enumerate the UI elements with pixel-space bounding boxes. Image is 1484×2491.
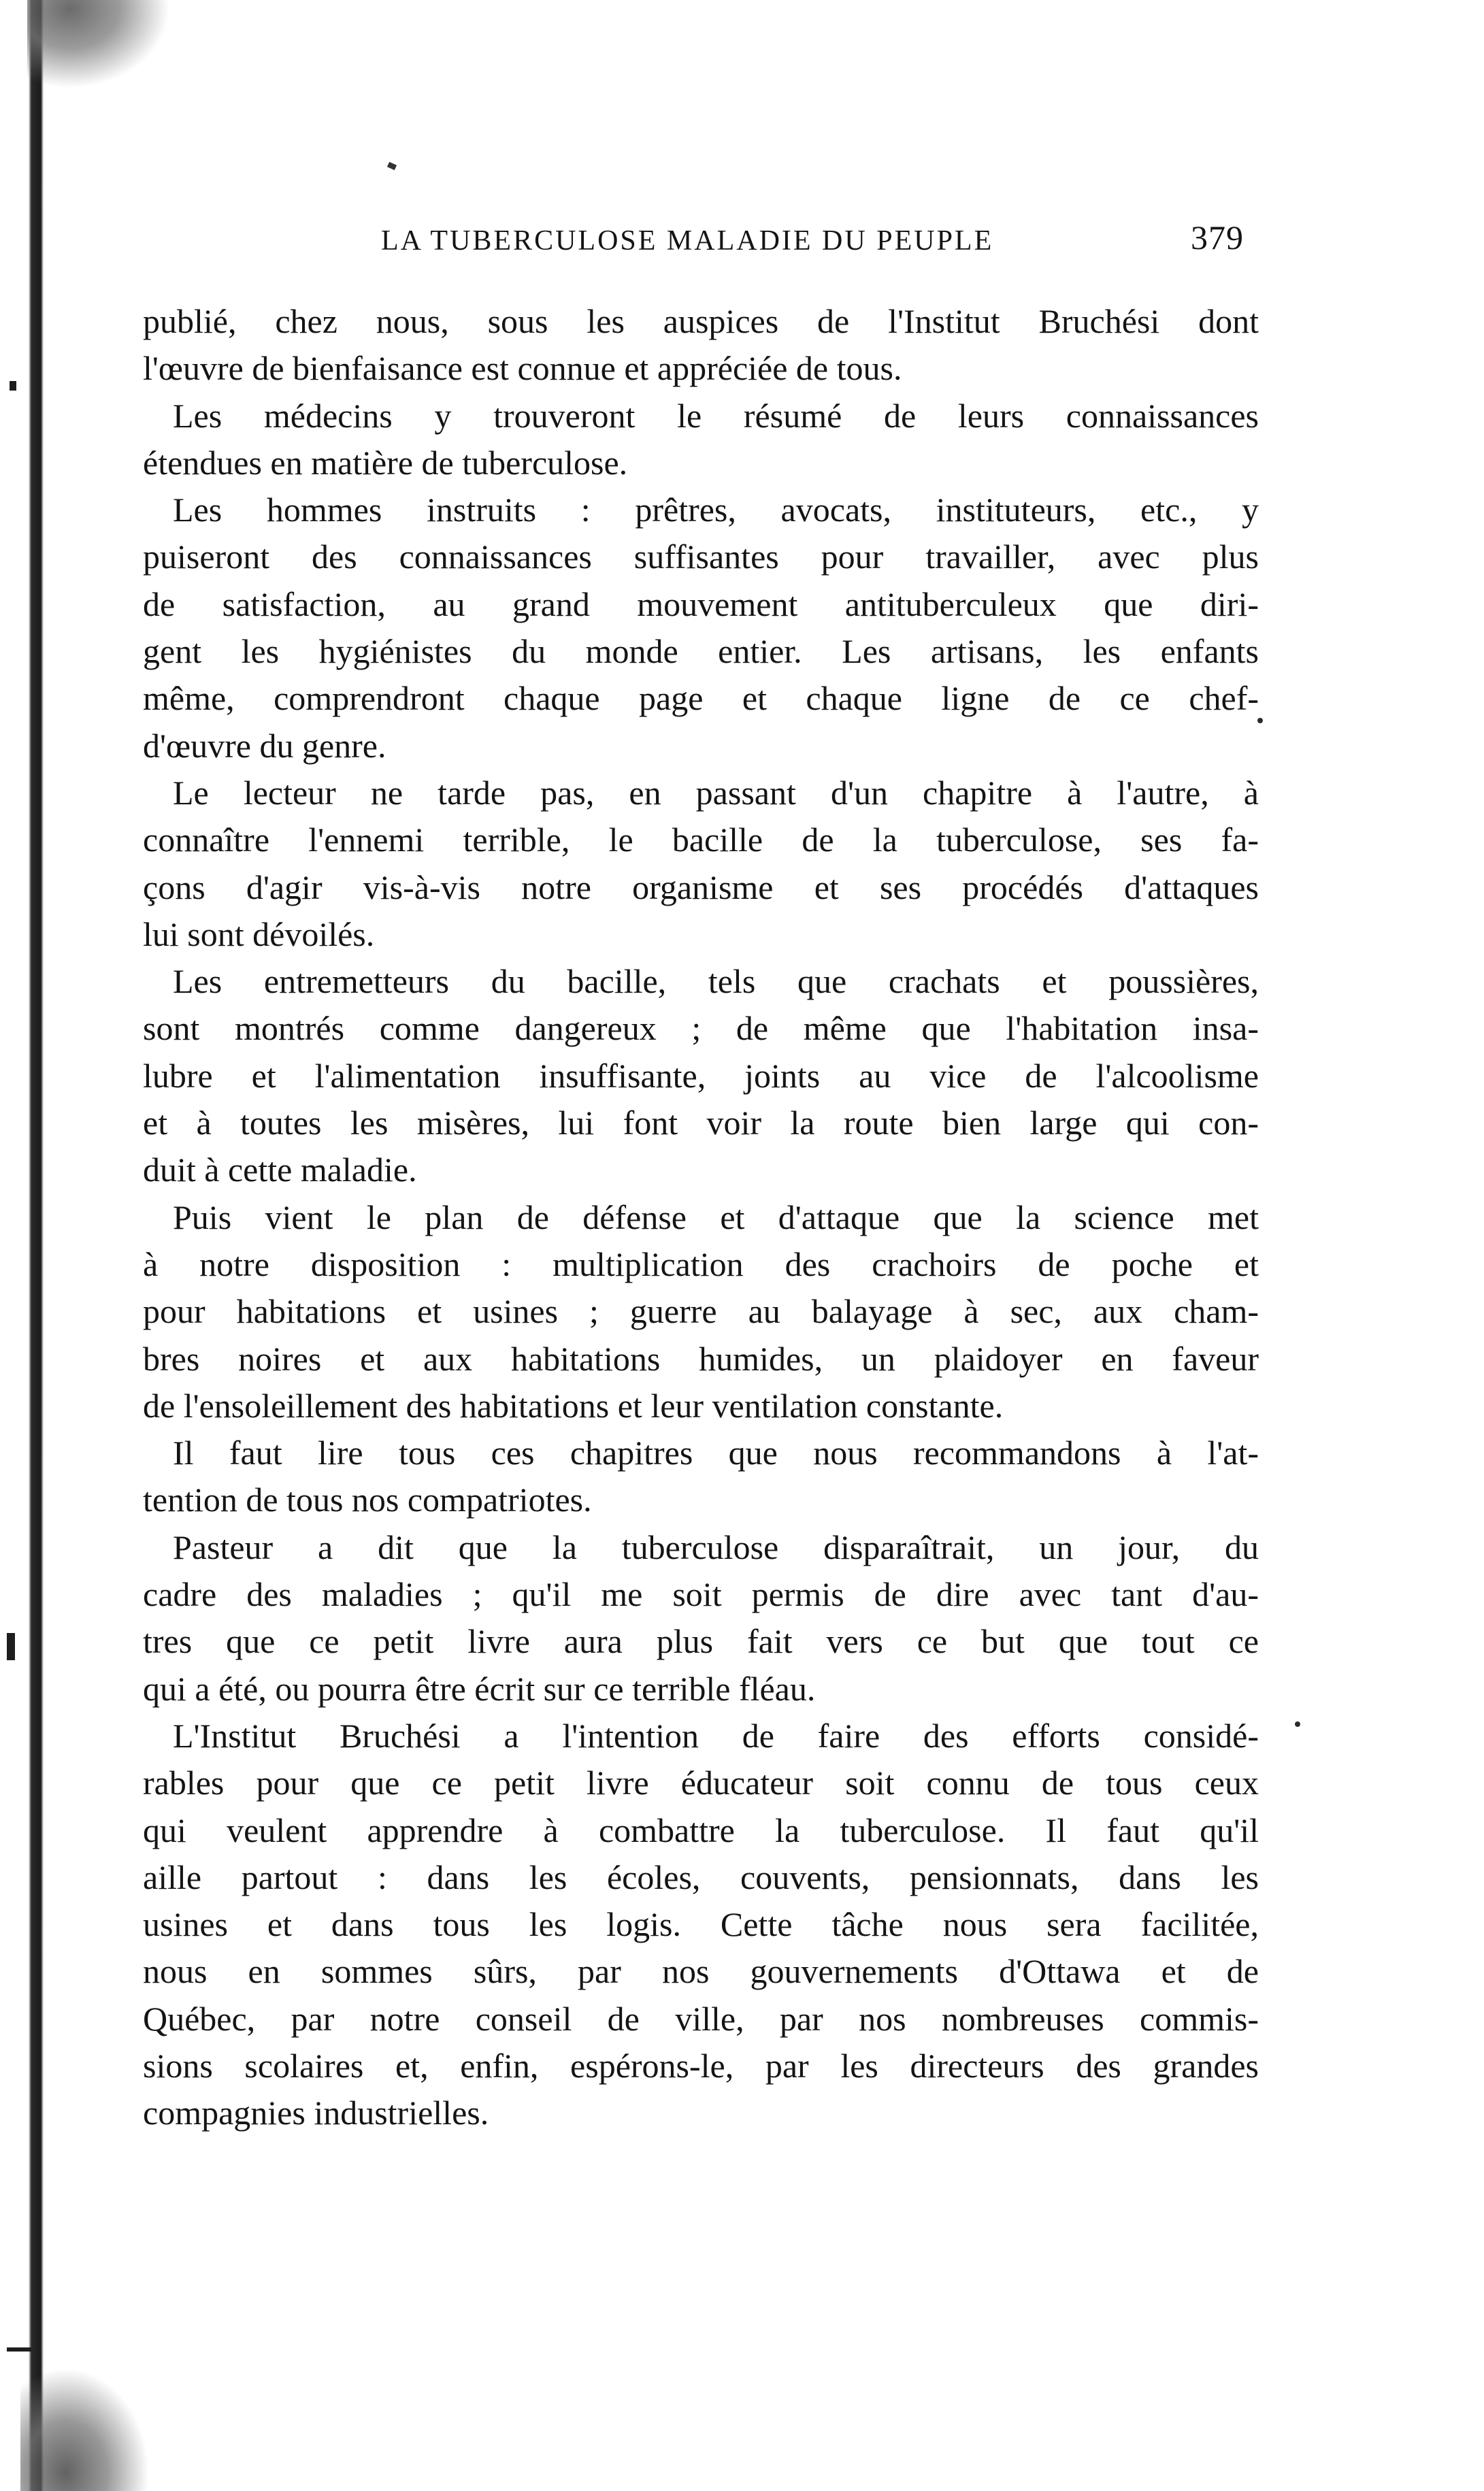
- text-line: Il faut lire tous ces chapitres que nous recommandons à l'at-: [173, 1434, 1259, 1472]
- gutter-mark: [37, 1456, 41, 1483]
- text-line: de l'ensoleillement des habitations et leur ventilation constante.: [143, 1386, 1004, 1425]
- text-line: à notre disposition : multiplication des crachoirs de poche et: [143, 1244, 1259, 1283]
- text-line: sont montrés comme dangereux ; de même que l'habitation insa-: [143, 1009, 1259, 1048]
- text-line: Pasteur a dit que la tuberculose disparaîtrait, un jour, du: [173, 1528, 1259, 1566]
- text-line: Québec, par notre conseil de ville, par nos nombreuses commis-: [143, 1999, 1259, 2038]
- text-line: rables pour que ce petit livre éducateur soit connu de tous ceux: [143, 1764, 1259, 1802]
- running-head: LA TUBERCULOSE MALADIE DU PEUPLE: [381, 225, 994, 257]
- text-line: et à toutes les misères, lui font voir la route bien large qui con-: [143, 1104, 1259, 1142]
- text-line: aille partout : dans les écoles, couvents, pensionnats, dans les: [143, 1858, 1259, 1896]
- text-line: tres que ce petit livre aura plus fait vers ce but que tout ce: [143, 1622, 1259, 1661]
- text-line: lubre et l'alimentation insuffisante, joints au vice de l'alcoolisme: [143, 1056, 1259, 1095]
- text-line: publié, chez nous, sous les auspices de l'Institut Bruchési dont: [143, 302, 1259, 340]
- text-line: de satisfaction, au grand mouvement antituberculeux que diri-: [143, 584, 1259, 623]
- text-line: Puis vient le plan de défense et d'attaque que la science met: [173, 1198, 1259, 1236]
- text-line: compagnies industrielles.: [143, 2094, 489, 2132]
- text-line: même, comprendront chaque page et chaque ligne de ce chef-: [143, 679, 1259, 718]
- text-line: usines et dans tous les logis. Cette tâche nous sera facilitée,: [143, 1905, 1259, 1944]
- text-line: sions scolaires et, enfin, espérons-le, par les directeurs des grandes: [143, 2046, 1259, 2085]
- text-line: cadre des maladies ; qu'il me soit permis de dire avec tant d'au-: [143, 1575, 1259, 1614]
- text-line: duit à cette maladie.: [143, 1151, 417, 1189]
- gutter-mark: [37, 1932, 41, 1953]
- text-line: étendues en matière de tuberculose.: [143, 443, 628, 482]
- gutter-mark: [7, 2347, 31, 2352]
- text-line: Les médecins y trouveront le résumé de leurs connaissances: [173, 396, 1259, 435]
- text-line: çons d'agir vis-à-vis notre organisme et ses procédés d'attaques: [143, 868, 1259, 906]
- text-line: Le lecteur ne tarde pas, en passant d'un chapitre à l'autre, à: [173, 773, 1259, 812]
- text-line: qui veulent apprendre à combattre la tuberculose. Il faut qu'il: [143, 1811, 1259, 1849]
- scan-corner-bottom-shadow: [20, 2368, 150, 2491]
- text-line: bres noires et aux habitations humides, un plaidoyer en faveur: [143, 1339, 1259, 1378]
- scan-speck: [387, 162, 397, 170]
- gutter-mark: [7, 1633, 15, 1660]
- text-line: qui a été, ou pourra être écrit sur ce terrible fléau.: [143, 1669, 816, 1708]
- scan-gutter-shadow: [0, 0, 82, 2491]
- text-line: l'œuvre de bienfaisance est connue et appréciée de tous.: [143, 349, 902, 388]
- text-line: tention de tous nos compatriotes.: [143, 1481, 592, 1519]
- text-line: puiseront des connaissances suffisantes pour travailler, avec plus: [143, 538, 1259, 576]
- body-text: [143, 298, 1259, 2137]
- text-line: d'œuvre du genre.: [143, 726, 386, 765]
- text-line: Les hommes instruits : prêtres, avocats, instituteurs, etc., y: [173, 491, 1259, 529]
- text-line: gent les hygiénistes du monde entier. Les artisans, les enfants: [143, 632, 1259, 671]
- text-line: lui sont dévoilés.: [143, 914, 375, 953]
- margin-speck: [1295, 1721, 1300, 1727]
- gutter-mark: [10, 381, 16, 391]
- text-line: connaître l'ennemi terrible, le bacille de la tuberculose, ses fa-: [143, 821, 1259, 859]
- text-line: nous en sommes sûrs, par nos gouvernements d'Ottawa et de: [143, 1952, 1259, 1991]
- page-number: 379: [1191, 218, 1244, 257]
- text-line: pour habitations et usines ; guerre au balayage à sec, aux cham-: [143, 1292, 1259, 1331]
- text-line: L'Institut Bruchési a l'intention de faire des efforts considé-: [173, 1716, 1259, 1755]
- text-line: Les entremetteurs du bacille, tels que crachats et poussières,: [173, 962, 1259, 1001]
- scan-corner-top-shadow: [27, 0, 170, 88]
- gutter-mark: [37, 184, 41, 204]
